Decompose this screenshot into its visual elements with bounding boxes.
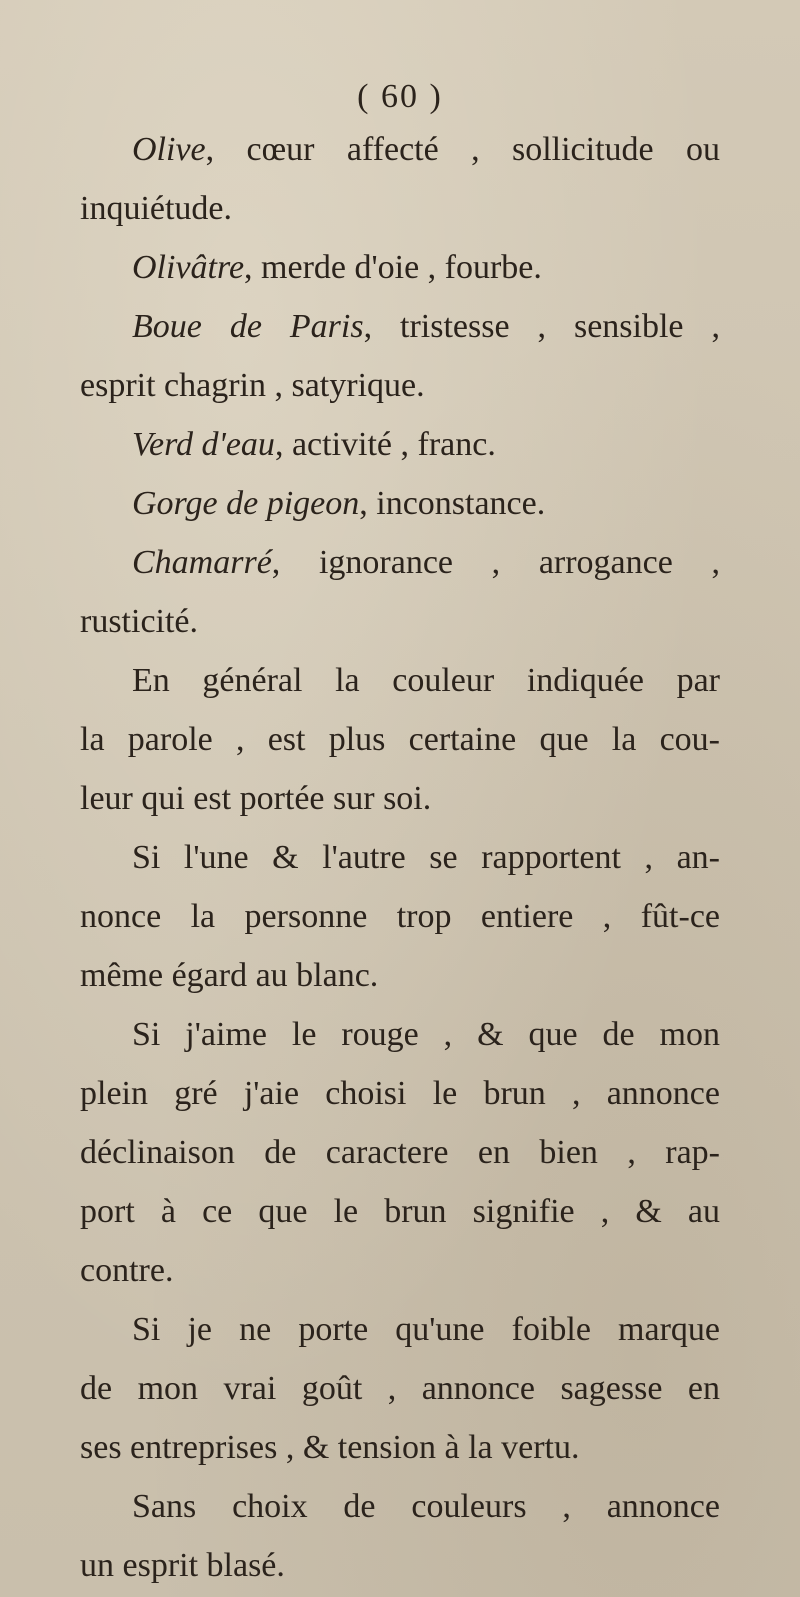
entry-definition: , tristesse , sensible ,: [363, 308, 720, 345]
entry-verd-d-eau: [80, 415, 720, 474]
paragraph-line: En général la couleur indiquée par: [132, 662, 720, 699]
entry-term: Olivâtre: [132, 249, 245, 286]
entry-term: Boue de Paris: [132, 308, 364, 345]
page-number: ( 60 ): [357, 78, 443, 115]
entry-olivatre: [80, 238, 720, 297]
paragraph-line: déclinaison de caractere en bien , rap-: [80, 1134, 720, 1171]
entry-definition: , cœur affecté , sollicitude ou: [205, 131, 720, 168]
paragraph-line: port à ce que le brun signifie , & au: [80, 1193, 720, 1230]
paragraph-line: la parole , est plus certaine que la cou-: [80, 721, 720, 758]
paragraph-line: nonce la personne trop entiere , fût-ce: [80, 898, 720, 935]
paragraph-line: Si je ne porte qu'une foible marque: [132, 1311, 720, 1348]
entry-continuation: inquiétude.: [80, 190, 233, 227]
entry-term: Chamarré: [132, 544, 272, 581]
paragraph-line: de mon vrai goût , annonce sagesse en: [80, 1370, 720, 1407]
entry-chamarre: [80, 533, 720, 592]
paragraph-line: leur qui est portée sur soi.: [80, 780, 432, 817]
entry-continuation: esprit chagrin , satyrique.: [80, 367, 425, 404]
paragraph-line: ses entreprises , & tension à la vertu.: [80, 1429, 580, 1466]
entry-term: Olive: [132, 131, 206, 168]
entry-definition: , activité , franc.: [274, 426, 496, 463]
entry-term: Gorge de pigeon: [132, 485, 360, 522]
paragraph-line: Si j'aime le rouge , & que de mon: [132, 1016, 720, 1053]
paragraph-line: contre.: [80, 1252, 174, 1289]
paragraph-line: un esprit blasé.: [80, 1547, 285, 1584]
paragraph-line: plein gré j'aie choisi le brun , annonce: [80, 1075, 720, 1112]
paragraph-line: Si l'une & l'autre se rapportent , an-: [132, 839, 720, 876]
entry-definition: , merde d'oie , fourbe.: [244, 249, 542, 286]
entry-olive: [80, 120, 720, 179]
body-text: [80, 120, 720, 1595]
entry-continuation: rusticité.: [80, 603, 199, 640]
entry-gorge-de-pigeon: [80, 474, 720, 533]
entry-definition: , ignorance , arrogance ,: [271, 544, 720, 581]
entry-term: Verd d'eau: [132, 426, 275, 463]
paragraph-line: Sans choix de couleurs , annonce: [132, 1488, 720, 1525]
entry-boue-de-paris: [80, 297, 720, 356]
paragraph-line: même égard au blanc.: [80, 957, 379, 994]
entry-definition: , inconstance.: [359, 485, 546, 522]
